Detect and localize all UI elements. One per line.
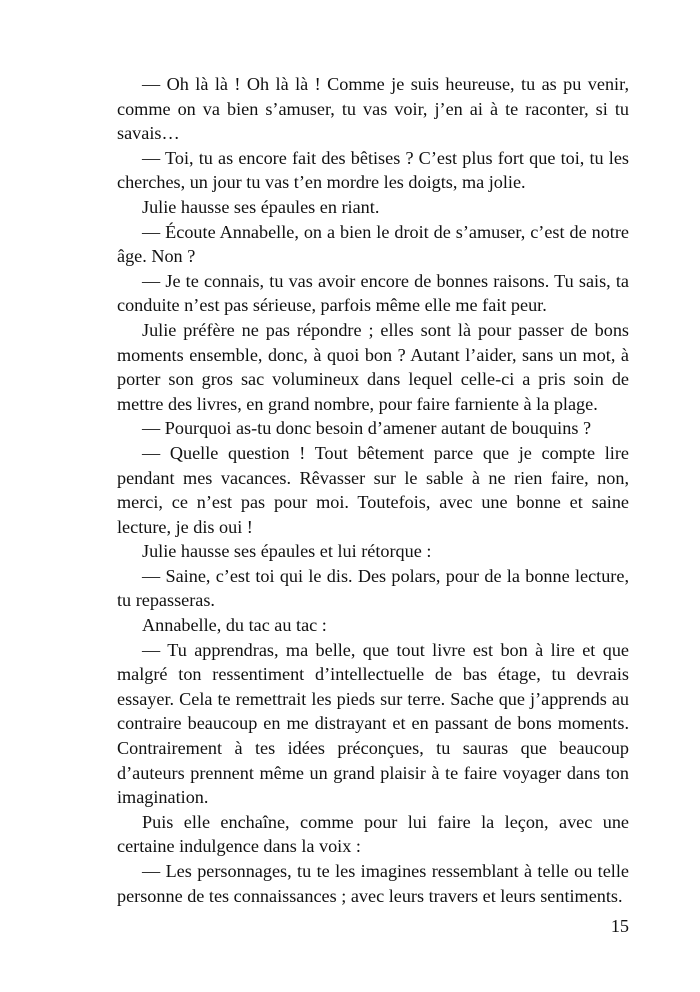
paragraph: — Toi, tu as encore fait des bêtises ? C’est plus fort que toi, tu les cherches, un jour tu vas t’en mordre les doigts, ma jolie. bbox=[117, 147, 629, 193]
paragraph: Julie hausse ses épaules et lui rétorque : bbox=[142, 541, 432, 562]
paragraph: Julie préfère ne pas répondre ; elles sont là pour passer de bons moments ensemble, donc, à quoi bon ? Autant l’aider, sans un mot, à porter son gros sac volumineux dans lequel celle-ci a pris soin de mettre des livres, en grand nombre, pour faire farniente à la plage. bbox=[117, 319, 629, 414]
paragraph: Puis elle enchaîne, comme pour lui faire la leçon, avec une certaine indulgence dans la voix : bbox=[117, 811, 629, 857]
paragraph: — Quelle question ! Tout bêtement parce que je compte lire pendant mes vacances. Rêvasser sur le sable à ne rien faire, non, merci, ce n’est pas pour moi. Toutefois, avec une bonne et saine lecture, je dis oui ! bbox=[117, 442, 629, 537]
paragraph: Julie hausse ses épaules en riant. bbox=[142, 196, 380, 217]
page-number: 15 bbox=[610, 916, 629, 936]
paragraph: — Je te connais, tu vas avoir encore de bonnes raisons. Tu sais, ta conduite n’est pas sérieuse, parfois même elle me fait peur. bbox=[117, 270, 629, 316]
paragraph: — Tu apprendras, ma belle, que tout livre est bon à lire et que malgré ton ressentiment d’intellectuelle de bas étage, tu devrais essayer. Cela te remettrait les pieds sur terre. Sache que j’apprends au contraire beaucoup en me distrayant et en passant de bons moments. Contrairement à tes idées préconçues, tu sauras que beaucoup d’auteurs prennent même un grand plaisir à te faire voyager dans ton imagination. bbox=[117, 639, 629, 808]
paragraph: — Pourquoi as-tu donc besoin d’amener autant de bouquins ? bbox=[142, 418, 592, 439]
page-body bbox=[117, 72, 629, 908]
paragraph: Annabelle, du tac au tac : bbox=[142, 615, 327, 636]
paragraph: — Écoute Annabelle, on a bien le droit de s’amuser, c’est de notre âge. Non ? bbox=[117, 221, 629, 267]
paragraph: — Oh là là ! Oh là là ! Comme je suis heureuse, tu as pu venir, comme on va bien s’amuser, tu vas voir, j’en ai à te raconter, si tu savais… bbox=[117, 74, 629, 144]
paragraph: — Les personnages, tu te les imagines ressemblant à telle ou telle personne de tes connaissances ; avec leurs travers et leurs sentiments. bbox=[117, 861, 629, 906]
paragraph: — Saine, c’est toi qui le dis. Des polars, pour de la bonne lecture, tu repasseras. bbox=[117, 565, 629, 611]
